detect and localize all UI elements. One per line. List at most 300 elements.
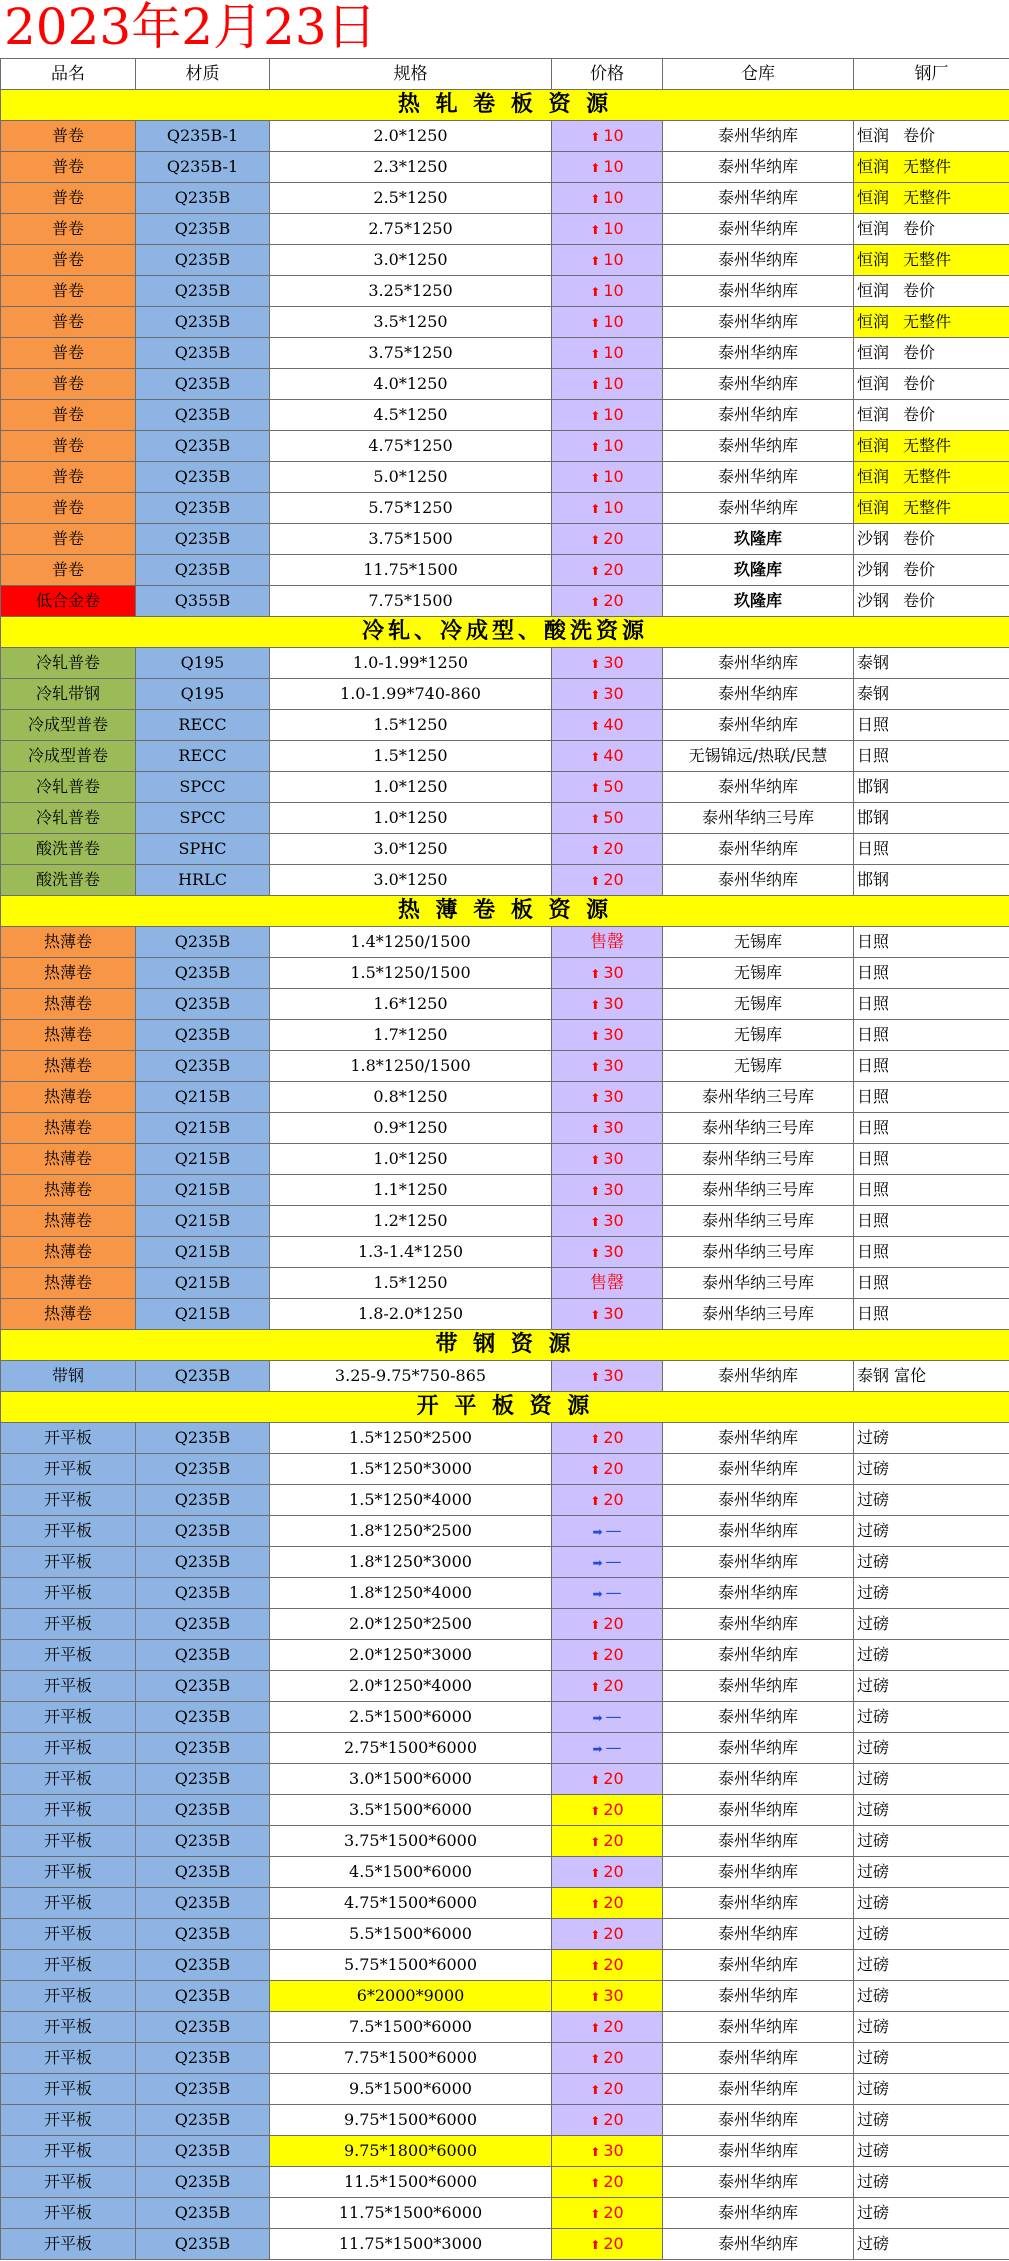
spec-cell: 1.6*1250	[270, 989, 552, 1020]
price-cell	[552, 1485, 663, 1516]
arrow-up-icon: ⬆	[590, 2237, 601, 2252]
mill-name: 过磅	[857, 1676, 890, 1695]
price-value: 10	[603, 435, 624, 455]
warehouse-cell: 泰州华纳三号库	[663, 803, 854, 834]
mill-cell	[854, 958, 1009, 989]
material-cell: Q215B	[136, 1082, 270, 1113]
product-name-cell: 开平板	[1, 1578, 136, 1609]
table-row	[1, 1516, 1009, 1547]
product-name-cell: 开平板	[1, 1423, 136, 1454]
mill-name: 过磅	[857, 1707, 890, 1726]
arrow-up-icon: ⬆	[590, 2113, 601, 2128]
spec-cell: 3.0*1500*6000	[270, 1764, 552, 1795]
mill-name: 日照	[857, 1211, 890, 1230]
warehouse-cell: 玖隆库	[663, 524, 854, 555]
spec-cell: 2.5*1250	[270, 183, 552, 214]
price-cell	[552, 1733, 663, 1764]
mill-cell	[854, 1888, 1009, 1919]
warehouse-cell: 玖隆库	[663, 555, 854, 586]
price-cell	[552, 1268, 663, 1299]
spec-cell: 1.5*1250	[270, 741, 552, 772]
price-value: 30	[603, 1179, 624, 1199]
price-value: 10	[603, 125, 624, 145]
mill-name: 日照	[857, 1242, 890, 1261]
spec-cell: 1.1*1250	[270, 1175, 552, 1206]
table-row	[1, 1702, 1009, 1733]
price-cell	[552, 121, 663, 152]
mill-note: 卷价	[903, 529, 936, 548]
table-row	[1, 1144, 1009, 1175]
product-name-cell: 热薄卷	[1, 1175, 136, 1206]
warehouse-cell: 泰州华纳库	[663, 462, 854, 493]
warehouse-cell: 泰州华纳库	[663, 865, 854, 896]
price-value: 30	[603, 1117, 624, 1137]
section-header-row	[1, 1392, 1009, 1423]
material-cell: Q235B	[136, 555, 270, 586]
price-value: 20	[603, 2171, 624, 2191]
mill-note: 卷价	[903, 219, 936, 238]
table-row	[1, 2229, 1009, 2260]
mill-name: 过磅	[857, 1738, 890, 1757]
material-cell: Q235B	[136, 1702, 270, 1733]
material-cell: Q235B	[136, 245, 270, 276]
mill-name: 过磅	[857, 1583, 890, 1602]
mill-name: 过磅	[857, 1831, 890, 1850]
mill-name: 邯钢	[857, 777, 890, 796]
table-row	[1, 2105, 1009, 2136]
warehouse-cell: 泰州华纳库	[663, 1795, 854, 1826]
mill-name: 日照	[857, 1087, 890, 1106]
price-cell	[552, 307, 663, 338]
arrow-up-icon: ⬆	[590, 1989, 601, 2004]
price-cell	[552, 2229, 663, 2260]
price-value: 30	[603, 652, 624, 672]
warehouse-cell: 泰州华纳三号库	[663, 1299, 854, 1330]
price-value: 30	[603, 1148, 624, 1168]
mill-name: 过磅	[857, 1862, 890, 1881]
warehouse-cell: 泰州华纳三号库	[663, 1206, 854, 1237]
spec-cell: 3.75*1500*6000	[270, 1826, 552, 1857]
material-cell: Q235B	[136, 183, 270, 214]
price-value: 30	[603, 1086, 624, 1106]
product-name-cell: 开平板	[1, 1764, 136, 1795]
table-row	[1, 493, 1009, 524]
mill-name: 日照	[857, 839, 890, 858]
price-table	[0, 58, 1009, 2260]
material-cell: Q235B	[136, 1640, 270, 1671]
price-cell	[552, 400, 663, 431]
product-name-cell: 低合金卷	[1, 586, 136, 617]
price-value: —	[605, 1582, 622, 1602]
material-cell: Q235B	[136, 2012, 270, 2043]
table-row	[1, 1454, 1009, 1485]
material-cell: Q235B	[136, 1764, 270, 1795]
spec-cell: 1.8*1250*3000	[270, 1547, 552, 1578]
table-row	[1, 1671, 1009, 1702]
product-name-cell: 开平板	[1, 1733, 136, 1764]
product-name-cell: 冷成型普卷	[1, 710, 136, 741]
table-row	[1, 1268, 1009, 1299]
mill-cell	[854, 1020, 1009, 1051]
product-name-cell: 热薄卷	[1, 989, 136, 1020]
price-cell	[552, 2043, 663, 2074]
price-value: 20	[603, 1861, 624, 1881]
mill-name: 恒润	[857, 343, 890, 362]
mill-note: 无整件	[903, 250, 952, 269]
arrow-up-icon: ⬆	[590, 1462, 601, 1477]
arrow-up-icon: ⬆	[590, 1803, 601, 1818]
table-row	[1, 2074, 1009, 2105]
arrow-up-icon: ⬆	[590, 780, 601, 795]
product-name-cell: 热薄卷	[1, 1268, 136, 1299]
product-name-cell: 普卷	[1, 493, 136, 524]
mill-cell	[854, 431, 1009, 462]
warehouse-cell: 泰州华纳库	[663, 1826, 854, 1857]
mill-name: 恒润	[857, 157, 890, 176]
arrow-up-icon: ⬆	[590, 656, 601, 671]
mill-name: 沙钢	[857, 560, 890, 579]
price-cell	[552, 462, 663, 493]
material-cell: Q235B-1	[136, 152, 270, 183]
warehouse-cell: 泰州华纳库	[663, 121, 854, 152]
material-cell: HRLC	[136, 865, 270, 896]
arrow-up-icon: ⬆	[590, 1214, 601, 1229]
mill-cell	[854, 1857, 1009, 1888]
mill-cell	[854, 1237, 1009, 1268]
arrow-up-icon: ⬆	[590, 873, 601, 888]
material-cell: SPHC	[136, 834, 270, 865]
price-value: 40	[603, 745, 624, 765]
table-row	[1, 1175, 1009, 1206]
arrow-up-icon: ⬆	[590, 1927, 601, 1942]
mill-note: 卷价	[903, 374, 936, 393]
mill-cell	[854, 462, 1009, 493]
material-cell: Q215B	[136, 1113, 270, 1144]
product-name-cell: 开平板	[1, 2043, 136, 2074]
arrow-up-icon: ⬆	[590, 2175, 601, 2190]
mill-cell	[854, 524, 1009, 555]
spec-cell: 6*2000*9000	[270, 1981, 552, 2012]
product-name-cell: 普卷	[1, 307, 136, 338]
section-title: 冷轧、冷成型、酸洗资源	[1, 617, 1009, 648]
spec-cell: 2.0*1250*2500	[270, 1609, 552, 1640]
mill-name: 过磅	[857, 2203, 890, 2222]
arrow-up-icon: ⬆	[590, 811, 601, 826]
mill-cell	[854, 2043, 1009, 2074]
product-name-cell: 普卷	[1, 245, 136, 276]
warehouse-cell: 泰州华纳库	[663, 648, 854, 679]
table-row	[1, 2043, 1009, 2074]
section-title: 热 轧 卷 板 资 源	[1, 90, 1009, 121]
spec-cell: 1.0*1250	[270, 1144, 552, 1175]
product-name-cell: 热薄卷	[1, 1299, 136, 1330]
price-cell	[552, 679, 663, 710]
warehouse-cell: 泰州华纳三号库	[663, 1113, 854, 1144]
arrow-up-icon: ⬆	[590, 1090, 601, 1105]
table-row	[1, 1640, 1009, 1671]
warehouse-cell: 泰州华纳库	[663, 1454, 854, 1485]
product-name-cell: 热薄卷	[1, 1051, 136, 1082]
mill-cell	[854, 1299, 1009, 1330]
spec-cell: 11.5*1500*6000	[270, 2167, 552, 2198]
product-name-cell: 开平板	[1, 1826, 136, 1857]
arrow-up-icon: ⬆	[590, 2051, 601, 2066]
spec-cell: 4.75*1500*6000	[270, 1888, 552, 1919]
price-cell	[552, 214, 663, 245]
mill-cell	[854, 834, 1009, 865]
product-name-cell: 热薄卷	[1, 1082, 136, 1113]
product-name-cell: 冷成型普卷	[1, 741, 136, 772]
product-name-cell: 热薄卷	[1, 1206, 136, 1237]
spec-cell: 1.0*1250	[270, 772, 552, 803]
price-cell	[552, 1175, 663, 1206]
warehouse-cell: 泰州华纳库	[663, 2167, 854, 2198]
mill-note: 卷价	[903, 126, 936, 145]
price-value: 30	[603, 1365, 624, 1385]
price-cell	[552, 2074, 663, 2105]
price-value: 20	[603, 2202, 624, 2222]
arrow-up-icon: ⬆	[590, 1493, 601, 1508]
price-cell	[552, 2105, 663, 2136]
warehouse-cell: 泰州华纳库	[663, 710, 854, 741]
price-cell	[552, 1919, 663, 1950]
warehouse-cell: 泰州华纳库	[663, 1950, 854, 1981]
product-name-cell: 普卷	[1, 183, 136, 214]
column-header-price: 价格	[552, 59, 663, 90]
spec-cell: 4.0*1250	[270, 369, 552, 400]
table-row	[1, 462, 1009, 493]
mill-name: 过磅	[857, 1986, 890, 2005]
warehouse-cell: 泰州华纳库	[663, 1547, 854, 1578]
arrow-right-icon: ➡	[592, 1710, 603, 1725]
warehouse-cell: 泰州华纳三号库	[663, 1175, 854, 1206]
price-cell	[552, 958, 663, 989]
arrow-up-icon: ⬆	[590, 1958, 601, 1973]
product-name-cell: 普卷	[1, 369, 136, 400]
mill-cell	[854, 1454, 1009, 1485]
warehouse-cell: 泰州华纳库	[663, 338, 854, 369]
product-name-cell: 冷轧普卷	[1, 772, 136, 803]
price-value: 20	[603, 1892, 624, 1912]
mill-name: 恒润	[857, 250, 890, 269]
warehouse-cell: 无锡锦远/热联/民慧	[663, 741, 854, 772]
material-cell: Q235B	[136, 338, 270, 369]
spec-cell: 1.0-1.99*1250	[270, 648, 552, 679]
price-cell	[552, 1702, 663, 1733]
product-name-cell: 开平板	[1, 2105, 136, 2136]
price-value: 30	[603, 683, 624, 703]
price-value: 20	[603, 1675, 624, 1695]
table-row	[1, 1206, 1009, 1237]
price-cell	[552, 2167, 663, 2198]
price-cell	[552, 1671, 663, 1702]
material-cell: Q235B	[136, 2074, 270, 2105]
arrow-up-icon: ⬆	[590, 842, 601, 857]
price-value: 20	[603, 1489, 624, 1509]
arrow-up-icon: ⬆	[590, 315, 601, 330]
material-cell: Q235B	[136, 1950, 270, 1981]
mill-cell	[854, 1268, 1009, 1299]
arrow-up-icon: ⬆	[590, 1679, 601, 1694]
warehouse-cell: 玖隆库	[663, 586, 854, 617]
spec-cell: 7.5*1500*6000	[270, 2012, 552, 2043]
warehouse-cell: 泰州华纳三号库	[663, 1237, 854, 1268]
section-title: 带 钢 资 源	[1, 1330, 1009, 1361]
spec-cell: 11.75*1500*3000	[270, 2229, 552, 2260]
table-row	[1, 865, 1009, 896]
warehouse-cell: 泰州华纳库	[663, 1764, 854, 1795]
material-cell: RECC	[136, 741, 270, 772]
price-value: 30	[603, 1241, 624, 1261]
product-name-cell: 开平板	[1, 1981, 136, 2012]
price-value: 20	[603, 1644, 624, 1664]
warehouse-cell: 泰州华纳库	[663, 431, 854, 462]
price-value: 10	[603, 280, 624, 300]
material-cell: Q235B	[136, 2229, 270, 2260]
mill-cell	[854, 214, 1009, 245]
table-row	[1, 524, 1009, 555]
material-cell: Q195	[136, 648, 270, 679]
price-cell	[552, 1082, 663, 1113]
spec-cell: 9.75*1500*6000	[270, 2105, 552, 2136]
table-header-row	[1, 59, 1009, 90]
mill-cell	[854, 927, 1009, 958]
spec-cell: 3.75*1250	[270, 338, 552, 369]
arrow-up-icon: ⬆	[590, 1772, 601, 1787]
mill-name: 邯钢	[857, 870, 890, 889]
arrow-up-icon: ⬆	[590, 1617, 601, 1632]
mill-name: 日照	[857, 994, 890, 1013]
mill-cell	[854, 586, 1009, 617]
mill-cell	[854, 741, 1009, 772]
spec-cell: 2.5*1500*6000	[270, 1702, 552, 1733]
price-cell	[552, 648, 663, 679]
arrow-up-icon: ⬆	[590, 346, 601, 361]
arrow-up-icon: ⬆	[590, 1834, 601, 1849]
arrow-up-icon: ⬆	[590, 1245, 601, 1260]
price-cell	[552, 152, 663, 183]
section-header-row	[1, 90, 1009, 121]
price-value: 20	[603, 1768, 624, 1788]
product-name-cell: 普卷	[1, 152, 136, 183]
mill-name: 日照	[857, 1149, 890, 1168]
price-cell	[552, 1578, 663, 1609]
mill-name: 日照	[857, 1180, 890, 1199]
material-cell: Q235B	[136, 2167, 270, 2198]
price-cell	[552, 927, 663, 958]
spec-cell: 2.75*1500*6000	[270, 1733, 552, 1764]
table-row	[1, 1299, 1009, 1330]
product-name-cell: 热薄卷	[1, 1144, 136, 1175]
warehouse-cell: 无锡库	[663, 1051, 854, 1082]
warehouse-cell: 泰州华纳库	[663, 1578, 854, 1609]
spec-cell: 3.0*1250	[270, 865, 552, 896]
spec-cell: 7.75*1500	[270, 586, 552, 617]
mill-cell	[854, 1578, 1009, 1609]
mill-name: 恒润	[857, 281, 890, 300]
material-cell: Q235B	[136, 1485, 270, 1516]
spec-cell: 1.5*1250*2500	[270, 1423, 552, 1454]
table-row	[1, 245, 1009, 276]
warehouse-cell: 泰州华纳三号库	[663, 1082, 854, 1113]
product-name-cell: 热薄卷	[1, 927, 136, 958]
mill-cell	[854, 989, 1009, 1020]
product-name-cell: 开平板	[1, 1485, 136, 1516]
warehouse-cell: 无锡库	[663, 958, 854, 989]
warehouse-cell: 泰州华纳库	[663, 400, 854, 431]
mill-cell	[854, 710, 1009, 741]
mill-cell	[854, 1733, 1009, 1764]
warehouse-cell: 泰州华纳库	[663, 1857, 854, 1888]
spec-cell: 0.9*1250	[270, 1113, 552, 1144]
mill-name: 日照	[857, 746, 890, 765]
warehouse-cell: 泰州华纳三号库	[663, 1268, 854, 1299]
material-cell: Q355B	[136, 586, 270, 617]
mill-cell	[854, 1702, 1009, 1733]
warehouse-cell: 泰州华纳库	[663, 2136, 854, 2167]
material-cell: Q235B	[136, 493, 270, 524]
price-cell	[552, 1361, 663, 1392]
warehouse-cell: 泰州华纳库	[663, 1981, 854, 2012]
mill-cell	[854, 400, 1009, 431]
warehouse-cell: 无锡库	[663, 1020, 854, 1051]
warehouse-cell: 泰州华纳库	[663, 2198, 854, 2229]
price-value: 20	[603, 1458, 624, 1478]
price-value: 10	[603, 218, 624, 238]
spec-cell: 1.8*1250*2500	[270, 1516, 552, 1547]
mill-cell	[854, 1516, 1009, 1547]
product-name-cell: 开平板	[1, 1454, 136, 1485]
material-cell: Q235B	[136, 1516, 270, 1547]
price-value: 20	[603, 869, 624, 889]
warehouse-cell: 无锡库	[663, 989, 854, 1020]
arrow-right-icon: ➡	[592, 1741, 603, 1756]
arrow-up-icon: ⬆	[590, 1059, 601, 1074]
table-row	[1, 1919, 1009, 1950]
table-row	[1, 586, 1009, 617]
price-cell	[552, 1144, 663, 1175]
table-row	[1, 400, 1009, 431]
material-cell: Q235B	[136, 989, 270, 1020]
mill-name: 过磅	[857, 2110, 890, 2129]
mill-cell	[854, 307, 1009, 338]
mill-cell	[854, 2229, 1009, 2260]
warehouse-cell: 泰州华纳库	[663, 1423, 854, 1454]
spec-cell: 4.5*1500*6000	[270, 1857, 552, 1888]
product-name-cell: 普卷	[1, 214, 136, 245]
price-cell	[552, 1020, 663, 1051]
table-row	[1, 741, 1009, 772]
material-cell: Q215B	[136, 1237, 270, 1268]
warehouse-cell: 泰州华纳库	[663, 493, 854, 524]
table-row	[1, 803, 1009, 834]
mill-note: 卷价	[903, 591, 936, 610]
price-cell	[552, 1826, 663, 1857]
price-cell	[552, 338, 663, 369]
mill-name: 恒润	[857, 436, 890, 455]
table-row	[1, 1423, 1009, 1454]
price-value: —	[605, 1706, 622, 1726]
arrow-up-icon: ⬆	[590, 687, 601, 702]
warehouse-cell: 泰州华纳库	[663, 1733, 854, 1764]
warehouse-cell: 泰州华纳库	[663, 679, 854, 710]
mill-note: 无整件	[903, 498, 952, 517]
sold-out-label: 售罄	[590, 932, 624, 952]
material-cell: Q235B	[136, 1609, 270, 1640]
spec-cell: 2.75*1250	[270, 214, 552, 245]
material-cell: Q235B	[136, 400, 270, 431]
product-name-cell: 普卷	[1, 462, 136, 493]
